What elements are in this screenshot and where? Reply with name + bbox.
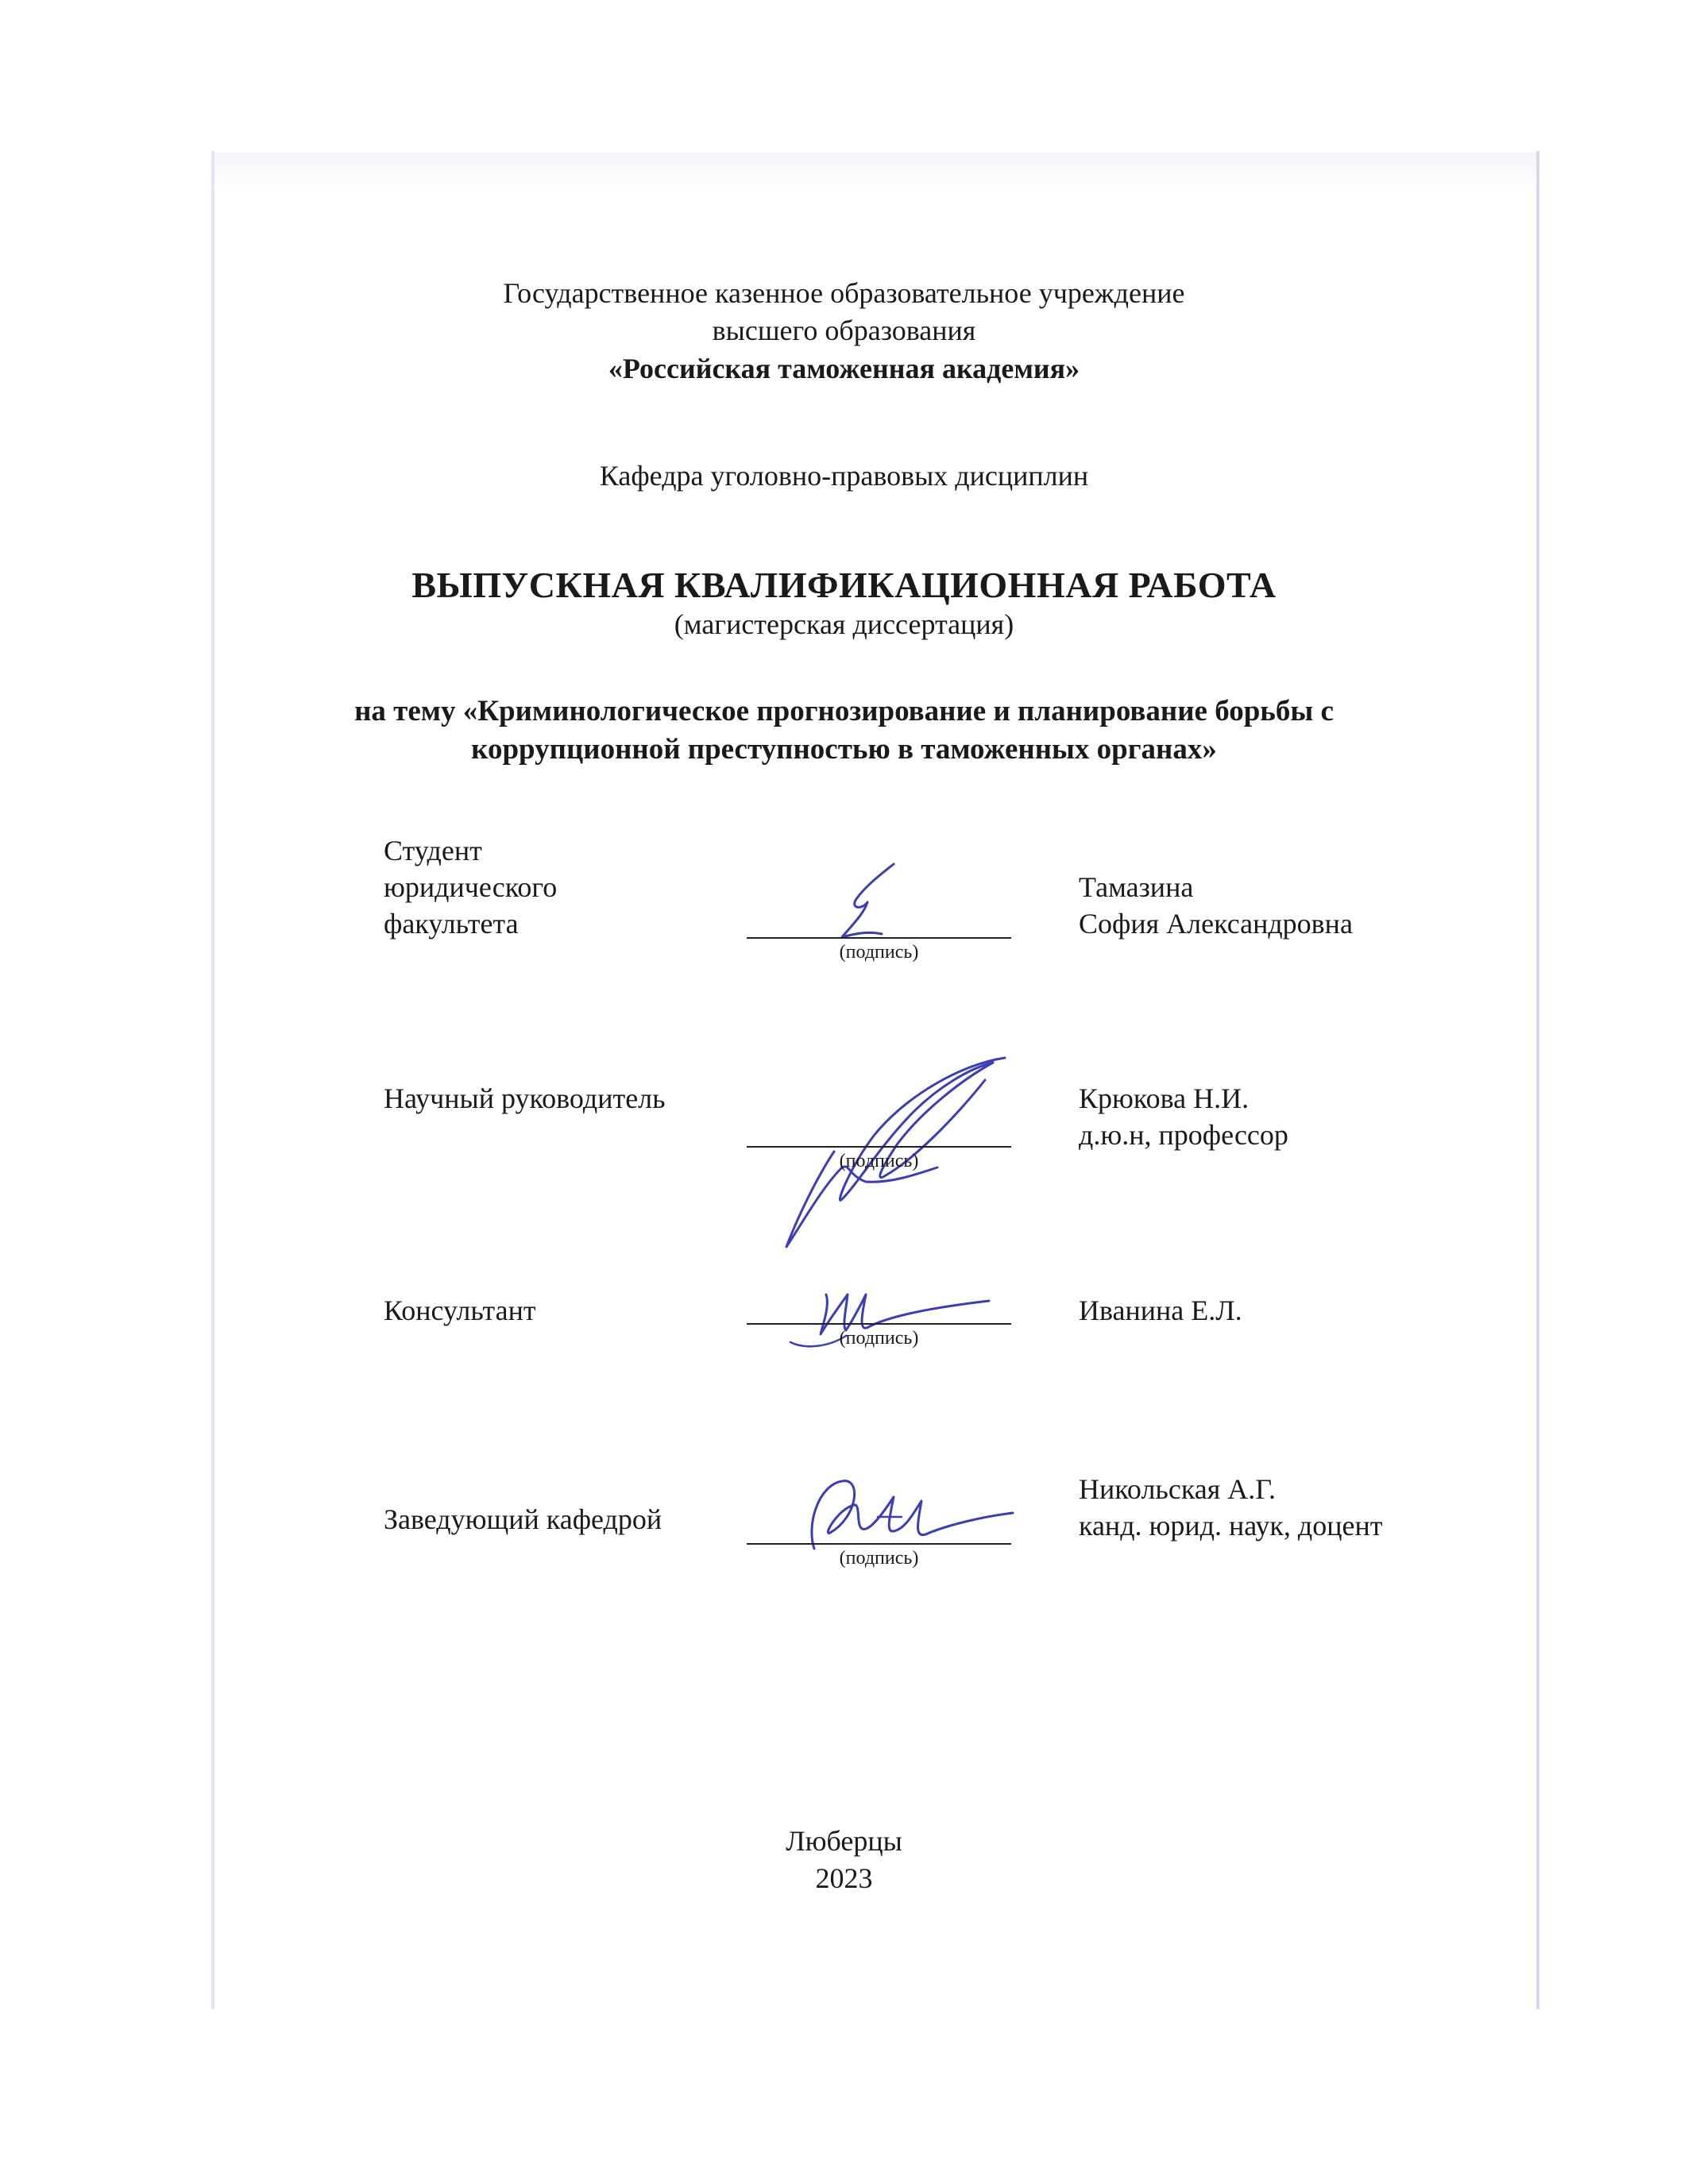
scan-top-shade	[214, 152, 1536, 192]
supervisor-surname: Крюкова Н.И.	[1079, 1082, 1250, 1114]
student-role-line-2: юридического	[384, 871, 558, 903]
student-role-line-3: факультета	[384, 908, 519, 940]
supervisor-role: Научный руководитель	[384, 1082, 666, 1114]
head-signature-line	[747, 1543, 1011, 1545]
head-surname: Никольская А.Г.	[1079, 1473, 1277, 1505]
header-line-2: высшего образования	[712, 314, 976, 346]
consultant-role: Консультант	[384, 1295, 536, 1326]
student-signature	[818, 858, 921, 945]
scan-edge-left	[211, 151, 214, 2009]
student-role-line-1: Студент	[384, 835, 482, 866]
department-name: Кафедра уголовно-правовых дисциплин	[599, 460, 1089, 492]
student-role	[384, 832, 557, 942]
supervisor-signature-caption: (подпись)	[839, 1151, 919, 1171]
supervisor-name	[1079, 1080, 1288, 1153]
student-surname: Тамазина	[1079, 871, 1194, 903]
consultant-name: Иванина Е.Л.	[1079, 1295, 1242, 1326]
institution-name: «Российская таможенная академия»	[608, 353, 1080, 384]
document-title: ВЫПУСКНАЯ КВАЛИФИКАЦИОННАЯ РАБОТА	[411, 565, 1277, 605]
city: Люберцы	[786, 1825, 902, 1857]
document-subtitle: (магистерская диссертация)	[674, 608, 1014, 640]
head-name	[1079, 1471, 1382, 1544]
theme-line-2: коррупционной преступностью в таможенных органах»	[471, 733, 1217, 766]
head-signature-caption: (подпись)	[839, 1548, 919, 1569]
student-signature-caption: (подпись)	[839, 942, 919, 963]
head-degree: канд. юрид. наук, доцент	[1079, 1510, 1383, 1542]
consultant-signature-caption: (подпись)	[839, 1328, 919, 1349]
student-given-names: София Александровна	[1079, 908, 1353, 940]
year: 2023	[815, 1862, 873, 1894]
supervisor-degree: д.ю.н, профессор	[1079, 1119, 1288, 1151]
student-name	[1079, 869, 1353, 942]
head-role: Заведующий кафедрой	[384, 1503, 662, 1535]
supervisor-signature-line	[747, 1146, 1011, 1148]
consultant-signature-line	[747, 1323, 1011, 1325]
theme-line-1: на тему «Криминологическое прогнозирование и планирование борьбы с	[354, 695, 1334, 727]
header-line-1: Государственное казенное образовательное учреждение	[503, 277, 1185, 309]
scan-edge-right	[1536, 151, 1539, 2009]
student-signature-line	[747, 937, 1011, 939]
